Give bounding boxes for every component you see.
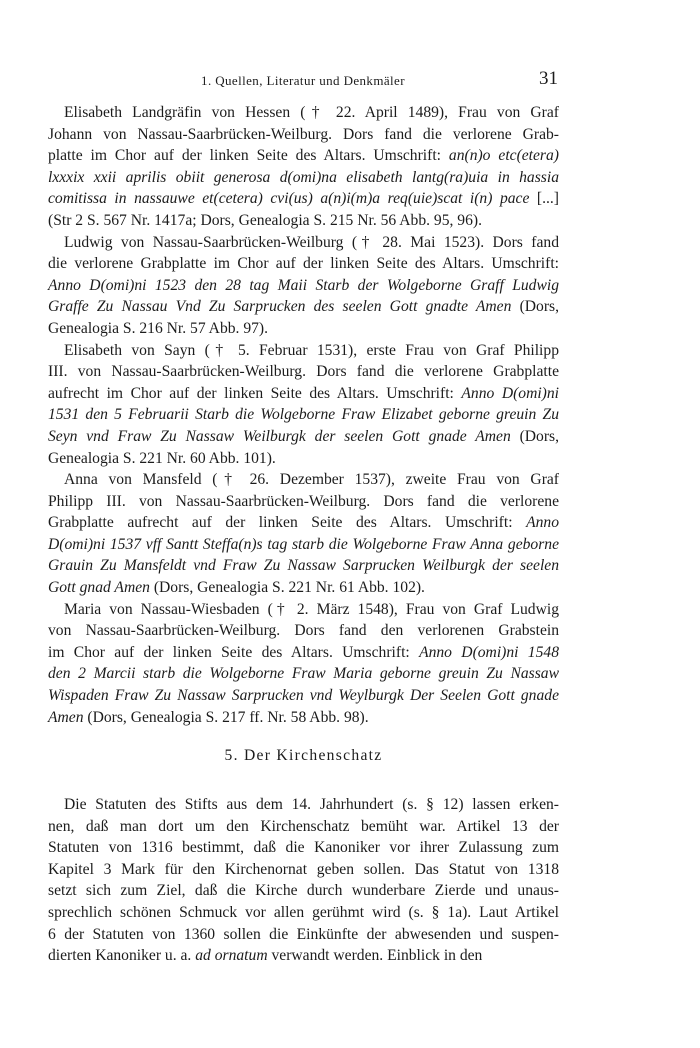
text-line — [48, 794, 559, 816]
text-line — [48, 145, 559, 167]
running-title: 1. Quellen, Literatur und Denkmäler — [201, 73, 405, 88]
text-run: Grabplatte aufrecht auf der linken Seite des Altars. Umschrift: — [48, 514, 527, 532]
text-line — [48, 469, 559, 491]
text-run: (Str 2 S. 567 Nr. 1417a; Dors, Genealogia S. 215 Nr. 56 Abb. 95, 96). — [48, 211, 482, 229]
inscription-text: ad ornatum — [195, 947, 268, 965]
text-run: [...] — [529, 190, 559, 208]
text-line — [48, 404, 559, 426]
inscription-text: Anno — [526, 514, 559, 532]
inscription-text: Anno D(omi)ni 1548 — [419, 643, 559, 661]
text-line — [48, 945, 559, 967]
inscription-text: comitissa in nassauwe et(cetera) cvi(us) a(n)i(m)a req(uie)scat i(n) pace — [48, 190, 530, 208]
text-line — [48, 534, 559, 556]
text-line — [48, 210, 559, 232]
text-line — [48, 642, 559, 664]
text-line — [48, 685, 559, 707]
text-line — [48, 296, 559, 318]
text-line — [48, 448, 559, 470]
inscription-text: den 2 Marcii starb die Wolgeborne Fraw Maria geborne greuin Zu Nassaw — [48, 665, 559, 683]
inscription-text: D(omi)ni 1537 vff Santt Steffa(n)s tag starb die Wolgeborne Fraw Anna geborne — [48, 535, 559, 553]
text-run: setzt sich zum Ziel, daß die Kirche durch wunderbare Zierde und unaus- — [48, 882, 559, 900]
epitaph-entry — [48, 599, 559, 729]
text-line — [48, 880, 559, 902]
text-run: aufrecht im Chor auf der linken Seite des Altars. Umschrift: — [48, 384, 462, 402]
inscription-text: Anno D(omi)ni 1523 den 28 tag Maii Starb der Wolgeborne Graff Ludwig — [48, 276, 559, 294]
epitaph-entries — [48, 102, 559, 728]
running-head — [48, 68, 558, 92]
text-line — [48, 167, 559, 189]
text-line — [48, 275, 559, 297]
text-line — [48, 837, 559, 859]
inscription-text: Gott gnad Amen — [48, 579, 150, 597]
text-line — [48, 383, 559, 405]
text-run: sprechlich schönen Schmuck vor allen gerühmt wird (s. § 1a). Laut Artikel — [48, 903, 559, 921]
text-line — [48, 124, 559, 146]
inscription-text: Grauin Zu Mansfeldt vnd Fraw Zu Nassaw Sarprucken Weilburgk der seelen — [48, 557, 559, 575]
text-line — [48, 707, 559, 729]
section-heading: 5. Der Kirchenschatz — [224, 747, 383, 764]
text-line — [48, 361, 559, 383]
text-line — [48, 426, 559, 448]
text-line — [48, 577, 559, 599]
text-run: Statuten von 1316 bestimmt, daß die Kanoniker vor ihrer Zulassung zum — [48, 839, 559, 857]
inscription-text: Amen — [48, 708, 84, 726]
inscription-text: an(n)o etc(etera) — [448, 147, 559, 165]
text-run: platte im Chor auf der linken Seite des Altars. Umschrift: — [48, 147, 449, 165]
text-line — [48, 924, 559, 946]
text-run: Die Statuten des Stifts aus dem 14. Jahrhundert (s. § 12) lassen erken- — [64, 796, 559, 813]
section-body — [48, 794, 559, 967]
text-run: die verlorene Grabplatte im Chor auf der linken Seite des Altars. Umschrift: — [48, 255, 559, 273]
text-run: Elisabeth von Sayn († 5. Februar 1531), erste Frau von Graf Philipp — [64, 341, 559, 359]
inscription-text: 1531 den 5 Februarii Starb die Wolgeborne Fraw Elizabet geborne greuin Zu — [48, 406, 559, 424]
epitaph-entry — [48, 102, 559, 232]
text-line — [48, 555, 559, 577]
text-line — [48, 491, 559, 513]
text-run: von Nassau-Saarbrücken-Weilburg. Dors fand den verlorenen Grabstein — [48, 622, 559, 640]
text-run: Elisabeth Landgräfin von Hessen († 22. April 1489), Frau von Graf — [64, 104, 559, 121]
text-run: Kapitel 3 Mark für den Kirchenornat geben sollen. Das Statut von 1318 — [48, 860, 559, 878]
text-run: Genealogia S. 221 Nr. 60 Abb. 101). — [48, 449, 276, 467]
text-run: Ludwig von Nassau-Saarbrücken-Weilburg († 28. Mai 1523). Dors fand — [64, 233, 559, 251]
text-run: verwandt werden. Einblick in den — [267, 947, 483, 965]
inscription-text: Wispaden Fraw Zu Nassaw Sarprucken vnd Weylburgk Der Seelen Gott gnade — [48, 687, 559, 705]
inscription-text: Graffe Zu Nassau Vnd Zu Sarprucken des seelen Gott gnadte Amen — [48, 298, 512, 316]
text-run: (Dors, Genealogia S. 221 Nr. 61 Abb. 102). — [149, 579, 425, 597]
text-run: (Dors, — [510, 427, 560, 445]
text-run: Genealogia S. 216 Nr. 57 Abb. 97). — [48, 319, 269, 337]
text-line — [48, 859, 559, 881]
epitaph-entry — [48, 340, 559, 470]
text-run: III. von Nassau-Saarbrücken-Weilburg. Dors fand die verlorene Grabplatte — [48, 363, 559, 381]
text-run: (Dors, Genealogia S. 217 ff. Nr. 58 Abb. 98). — [83, 708, 369, 726]
text-run: dierten Kanoniker u. a. — [48, 947, 196, 965]
text-line — [48, 620, 559, 642]
text-line — [48, 663, 559, 685]
text-line — [48, 232, 559, 254]
text-line — [48, 340, 559, 362]
text-run: nen, daß man dort um den Kirchenschatz bemüht war. Artikel 13 der — [48, 817, 559, 835]
epitaph-entry — [48, 469, 559, 599]
text-line — [48, 599, 559, 621]
text-line — [48, 512, 559, 534]
text-line — [48, 816, 559, 838]
text-line — [48, 188, 559, 210]
inscription-text: Anno D(omi)ni — [461, 384, 559, 402]
text-line — [48, 318, 559, 340]
epitaph-entry — [48, 232, 559, 340]
text-run: (Dors, — [511, 298, 559, 316]
page-number: 31 — [539, 68, 558, 89]
inscription-text: lxxxix xxii aprilis obiit generosa d(omi)na elisabeth lantg(ra)uia in hassia — [48, 168, 559, 186]
text-line — [48, 253, 559, 275]
text-run: Philipp III. von Nassau-Saarbrücken-Weilburg. Dors fand die verlorene — [48, 492, 559, 510]
inscription-text: Seyn vnd Fraw Zu Nassaw Weilburgk der seelen Gott gnade Amen — [48, 427, 511, 445]
text-run: Maria von Nassau-Wiesbaden († 2. März 1548), Frau von Graf Ludwig — [64, 600, 559, 618]
text-line — [48, 102, 559, 124]
text-line — [48, 902, 559, 924]
text-run: 6 der Statuten von 1360 sollen die Einkünfte der abwesenden und suspen- — [48, 925, 559, 943]
text-run: Johann von Nassau-Saarbrücken-Weilburg. Dors fand die verlorene Grab- — [48, 125, 559, 143]
text-run: Anna von Mansfeld († 26. Dezember 1537), zweite Frau von Graf — [64, 471, 559, 489]
text-run: im Chor auf der linken Seite des Altars. Umschrift: — [48, 643, 420, 661]
